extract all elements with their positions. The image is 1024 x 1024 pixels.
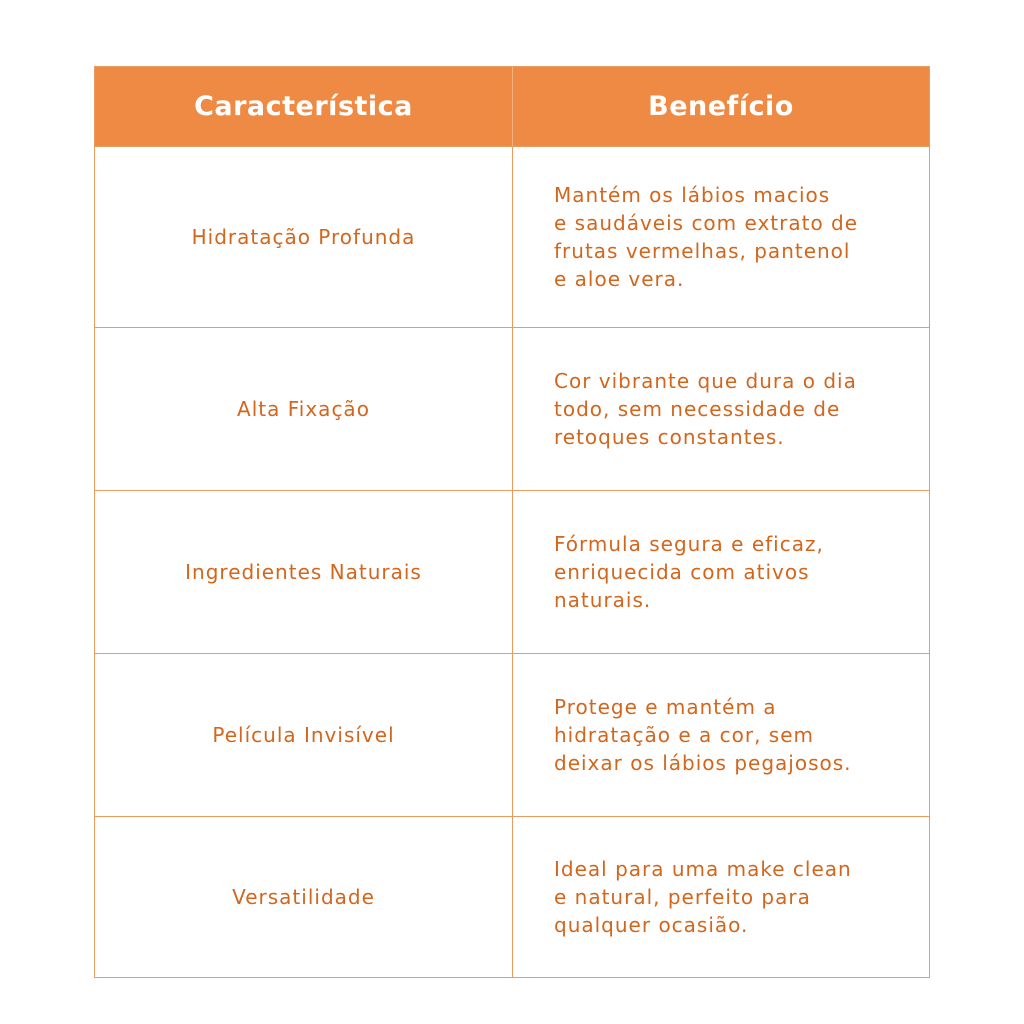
row-1-benefit-line: frutas vermelhas, pantenol: [554, 239, 851, 263]
row-3-benefit-line: naturais.: [554, 588, 652, 612]
row-1-benefit-line: e saudáveis com extrato de: [554, 211, 859, 235]
row-5-feature: Versatilidade: [95, 816, 513, 977]
header-benefit: Benefício: [513, 67, 929, 146]
row-2-benefit-line: Cor vibrante que dura o dia: [554, 369, 857, 393]
row-5-benefit-line: Ideal para uma make clean: [554, 857, 852, 881]
row-2-benefit: [513, 327, 929, 490]
row-1-benefit-line: e aloe vera.: [554, 267, 685, 291]
row-4-benefit-line: Protege e mantém a: [554, 695, 777, 719]
header-feature: Característica: [95, 67, 513, 146]
row-1-benefit-line: Mantém os lábios macios: [554, 183, 831, 207]
row-2-benefit-line: retoques constantes.: [554, 425, 785, 449]
row-4-benefit-line: deixar os lábios pegajosos.: [554, 751, 852, 775]
row-2-benefit-line: todo, sem necessidade de: [554, 397, 841, 421]
row-1-benefit: [513, 146, 929, 327]
row-2-feature: Alta Fixação: [95, 327, 513, 490]
row-3-feature: Ingredientes Naturais: [95, 490, 513, 653]
row-4-benefit: [513, 653, 929, 816]
row-3-benefit-line: enriquecida com ativos: [554, 560, 810, 584]
feature-benefit-table: [94, 66, 930, 978]
row-3-benefit-line: Fórmula segura e eficaz,: [554, 532, 824, 556]
row-4-benefit-line: hidratação e a cor, sem: [554, 723, 815, 747]
row-5-benefit-line: e natural, perfeito para: [554, 885, 811, 909]
row-5-benefit-line: qualquer ocasião.: [554, 913, 749, 937]
row-5-benefit: [513, 816, 929, 977]
row-4-feature: Película Invisível: [95, 653, 513, 816]
row-1-feature: Hidratação Profunda: [95, 146, 513, 327]
row-3-benefit: [513, 490, 929, 653]
